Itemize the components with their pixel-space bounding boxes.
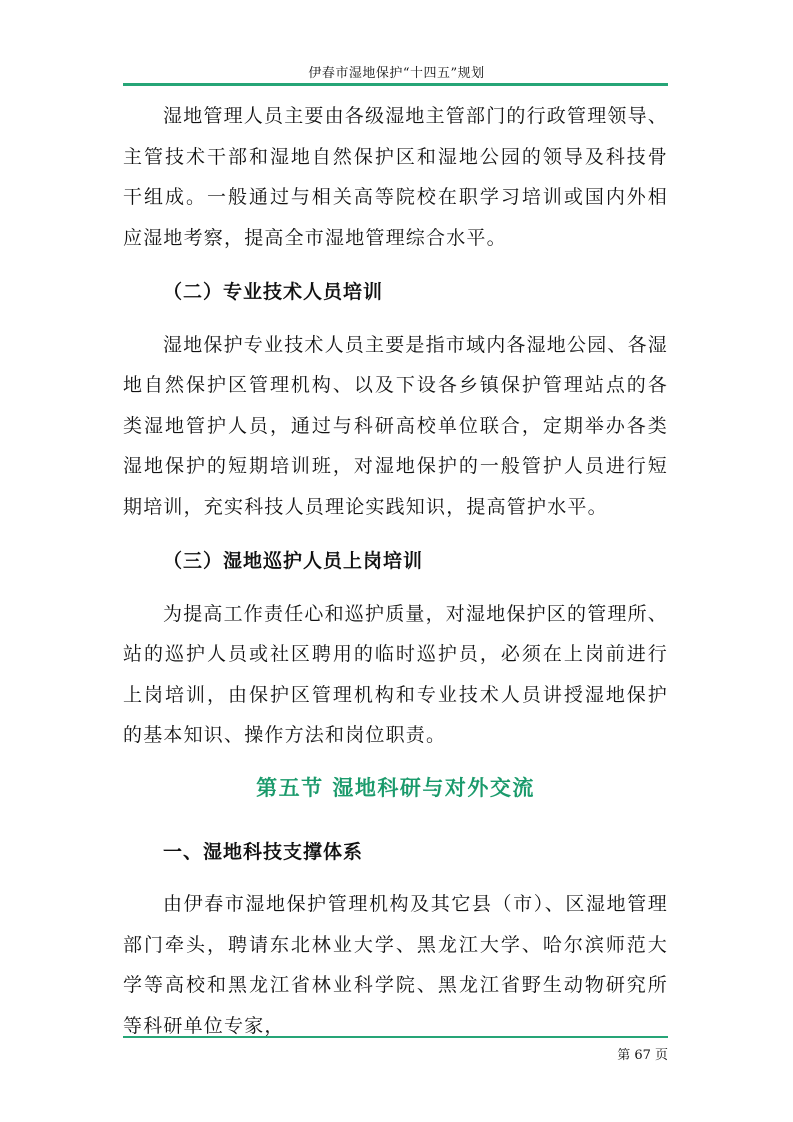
page-number: 第 67 页 [617,1048,668,1063]
running-header: 伊春市湿地保护“十四五”规划 [308,66,485,81]
page-body [123,96,668,1046]
header-divider [123,83,668,86]
heading-tech-support-system: 一、湿地科技支撑体系 [163,840,364,863]
heading-patrol-training: （三）湿地巡护人员上岗培训 [163,550,424,572]
section-title: 第五节 湿地科研与对外交流 [256,775,535,800]
paragraph-patrol-staff: 为提高工作责任心和巡护质量，对湿地保护区的管理所、站的巡护人员或社区聘用的临时巡护员，必须在上岗前进行上岗培训，由保护区管理机构和专业技术人员讲授湿地保护的基本知识、操作方法和岗位职责。 [123,602,669,746]
paragraph-professional-staff: 湿地保护专业技术人员主要是指市域内各湿地公园、各湿地自然保护区管理机构、以及下设各乡镇保护管理站点的各类湿地管护人员，通过与科研高校单位联合，定期举办各类湿地保护的短期培训班，对湿地保护的一般管护人员进行短期培训，充实科技人员理论实践知识，提高管护水平。 [123,333,669,518]
paragraph-tech-support: 由伊春市湿地保护管理机构及其它县（市）、区湿地管理部门牵头，聘请东北林业大学、黑龙江大学、哈尔滨师范大学等高校和黑龙江省林业科学院、黑龙江省野生动物研究所等科研单位专家， [123,893,668,1037]
footer-divider [123,1036,668,1038]
heading-professional-training: （二）专业技术人员培训 [163,281,384,303]
paragraph-management-staff: 湿地管理人员主要由各级湿地主管部门的行政管理领导、主管技术干部和湿地自然保护区和湿地公园的领导及科技骨干组成。一般通过与相关高等院校在职学习培训或国内外相应湿地考察，提高全市湿地管理综合水平。 [123,105,669,249]
